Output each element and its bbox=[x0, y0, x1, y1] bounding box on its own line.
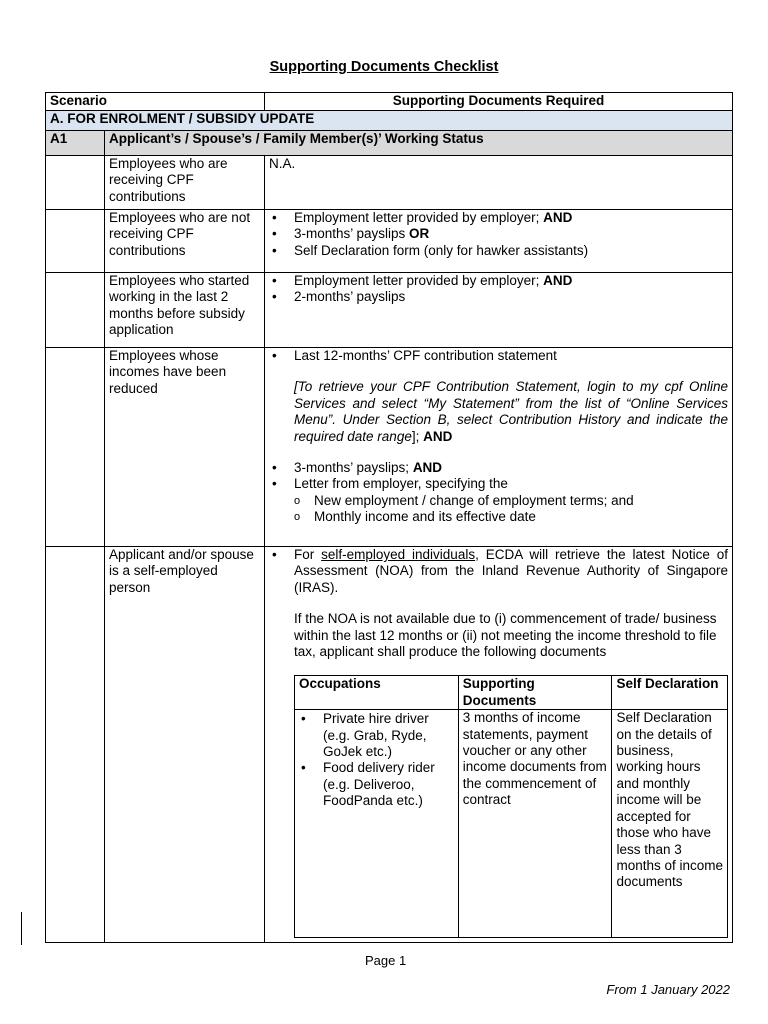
list-item bbox=[294, 273, 728, 289]
table-row bbox=[46, 156, 733, 210]
bullet-list bbox=[269, 273, 728, 306]
list-item bbox=[294, 210, 728, 226]
list-item bbox=[294, 243, 728, 259]
list-item bbox=[294, 547, 728, 596]
bullet-bold-text: AND bbox=[543, 273, 573, 288]
bullet-bold-text: AND bbox=[412, 460, 443, 476]
self-declaration-cell: Self Declaration on the details of business, working hours and monthly income will be accepted for those who have less than 3 months of income documents bbox=[612, 710, 728, 938]
bullet-list bbox=[269, 210, 728, 259]
note-end-text: ]; bbox=[411, 428, 424, 444]
documents-cell bbox=[265, 547, 733, 943]
table-row bbox=[46, 547, 733, 943]
bullet-text: Employment letter provided by employer; bbox=[294, 273, 544, 288]
section-a-row bbox=[46, 111, 733, 131]
documents-cell bbox=[265, 348, 733, 547]
bullet-text: Employment letter provided by employer; bbox=[294, 210, 544, 225]
list-item bbox=[294, 289, 728, 305]
supporting-documents-cell: 3 months of income statements, payment voucher or any other income documents from the commencement of contract bbox=[458, 710, 612, 938]
occupations-cell bbox=[295, 710, 459, 938]
sub-list-item: o Monthly income and its effective date bbox=[314, 509, 728, 525]
documents-cell: N.A. bbox=[265, 156, 733, 210]
scenario-cell: Employees who started working in the last 2 months before subsidy application bbox=[105, 273, 265, 348]
cpf-retrieval-note bbox=[269, 379, 728, 445]
subsection-a1-code: A1 bbox=[46, 131, 105, 156]
list-item: • Food delivery rider (e.g. Deliveroo, FoodPanda etc.) bbox=[323, 760, 454, 809]
sub-list bbox=[269, 493, 728, 526]
empty-cell bbox=[46, 273, 105, 348]
sub-list-item: o New employment / change of employment terms; and bbox=[314, 493, 728, 509]
list-item bbox=[294, 476, 728, 525]
list-item: • Last 12-months’ CPF contribution statement bbox=[294, 348, 728, 364]
documents-cell bbox=[265, 273, 733, 348]
bullet-text: 3-months’ payslips; bbox=[294, 460, 413, 476]
occupation-table-row bbox=[295, 710, 728, 938]
empty-cell bbox=[46, 348, 105, 547]
section-a-title: A. FOR ENROLMENT / SUBSIDY UPDATE bbox=[46, 111, 733, 131]
list-item bbox=[294, 226, 728, 242]
page-number: Page 1 bbox=[365, 953, 407, 968]
bullet-list bbox=[269, 348, 728, 364]
bullet-text: 3-months’ payslips bbox=[294, 226, 410, 242]
bullet-text: For bbox=[294, 547, 322, 562]
list-item: • Private hire driver (e.g. Grab, Ryde, GoJek etc.) bbox=[323, 711, 454, 760]
header-documents-required: Supporting Documents Required bbox=[265, 93, 733, 111]
scenario-cell: Employees who are receiving CPF contributions bbox=[105, 156, 265, 210]
empty-cell bbox=[46, 156, 105, 210]
bullet-text: Letter from employer, specifying the bbox=[294, 476, 508, 492]
header-supporting-documents: Supporting Documents bbox=[458, 676, 612, 710]
noa-paragraph: If the NOA is not available due to (i) commencement of trade/ business within the last 12 months or (ii) not meeting the income threshold to file tax, applicant shall produce the following documents bbox=[294, 611, 717, 660]
effective-date: From 1 January 2022 bbox=[606, 982, 730, 997]
scenario-cell: Employees who are not receiving CPF contributions bbox=[105, 210, 265, 273]
note-bold-text: AND bbox=[423, 428, 453, 444]
table-row bbox=[46, 348, 733, 547]
occupations-list bbox=[299, 711, 454, 809]
inner-table-wrap bbox=[269, 675, 728, 938]
bullet-list bbox=[269, 547, 728, 596]
header-scenario: Scenario bbox=[46, 93, 265, 111]
page-title: Supporting Documents Checklist bbox=[269, 59, 499, 75]
bullet-list bbox=[269, 460, 728, 526]
bullet-bold-text: OR bbox=[409, 226, 430, 242]
list-item bbox=[294, 460, 728, 476]
empty-cell bbox=[46, 210, 105, 273]
subsection-a1-title: Applicant’s / Spouse’s / Family Member(s)’ Working Status bbox=[105, 131, 733, 156]
header-self-declaration: Self Declaration bbox=[612, 676, 728, 710]
checklist-table bbox=[45, 92, 733, 943]
bullet-text: Self Declaration form (only for hawker assistants) bbox=[294, 242, 589, 258]
scenario-cell: Employees whose incomes have been reduced bbox=[105, 348, 265, 547]
bullet-text: 2-months’ payslips bbox=[294, 289, 406, 305]
note-italic-text: [To retrieve your CPF Contribution Statement, login to my cpf Online Services and select “My Statement” from the list of “Online Services Menu”. Under Section B, select Contribution History and indicate the required date range bbox=[294, 379, 728, 444]
empty-cell bbox=[46, 547, 105, 943]
bullet-text: , ECDA will retrieve the latest Notice of Assessment (NOA) from the Inland Revenue Authority of Singapore (IRAS). bbox=[294, 547, 728, 595]
occupation-table-header bbox=[295, 676, 728, 710]
scenario-cell: Applicant and/or spouse is a self-employed person bbox=[105, 547, 265, 943]
header-occupations: Occupations bbox=[295, 676, 459, 710]
margin-change-bar bbox=[21, 912, 22, 945]
bullet-underlined-text: self-employed individuals bbox=[321, 547, 476, 562]
table-header-row bbox=[46, 93, 733, 111]
subsection-a1-row bbox=[46, 131, 733, 156]
table-row bbox=[46, 210, 733, 273]
table-row bbox=[46, 273, 733, 348]
documents-cell bbox=[265, 210, 733, 273]
occupation-table bbox=[294, 675, 728, 938]
bullet-bold-text: AND bbox=[543, 210, 573, 225]
